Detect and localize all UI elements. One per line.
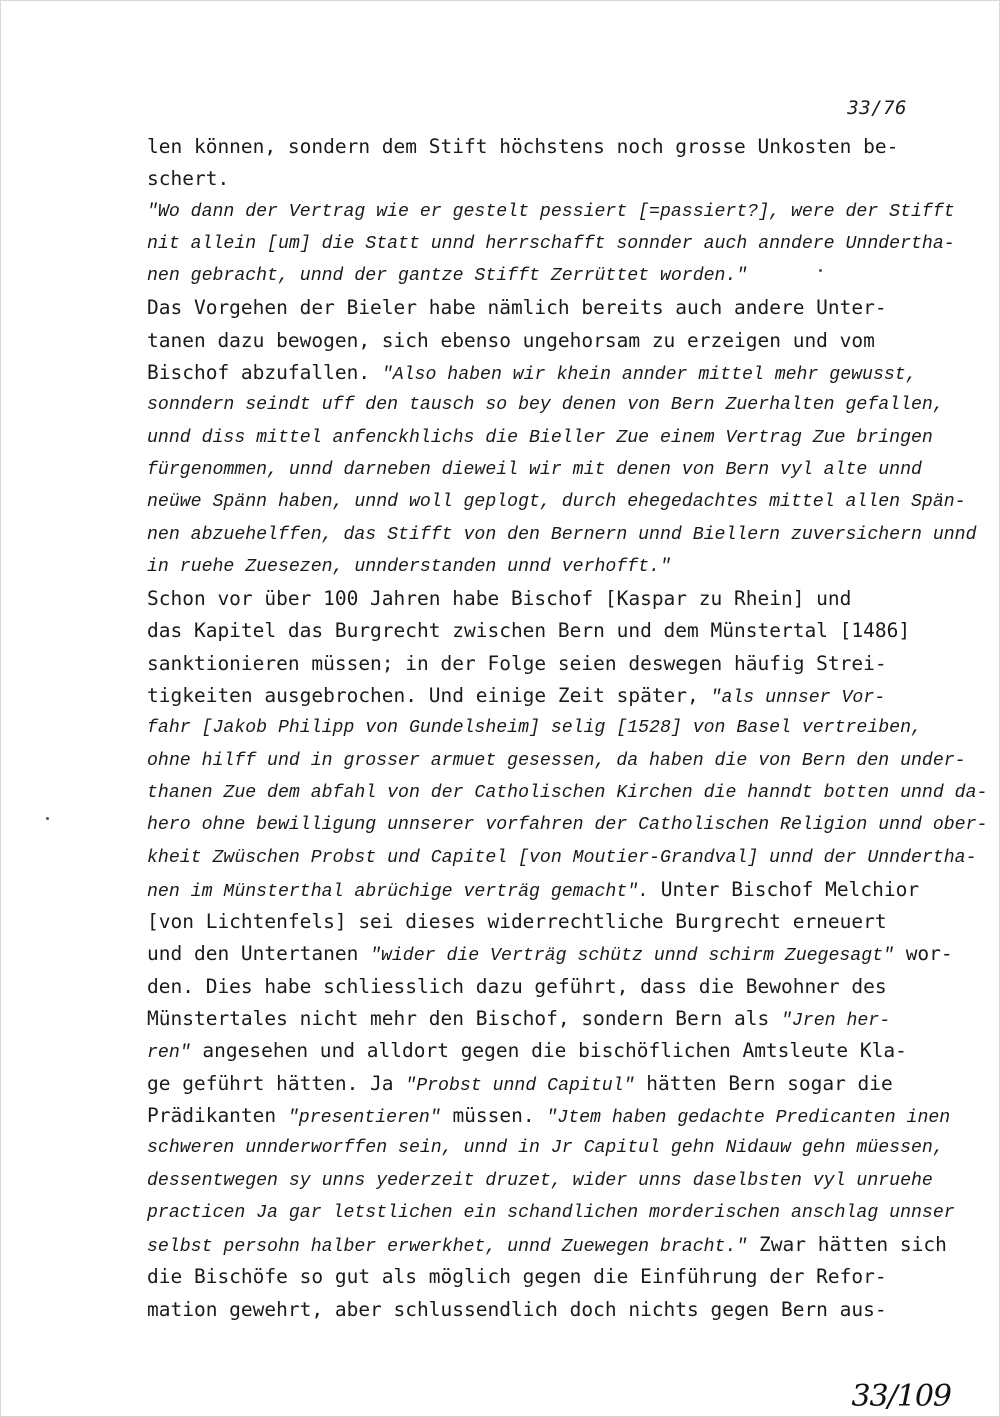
text-segment: sanktionieren müssen; in der Folge seien deswegen häufig Strei- <box>147 651 887 675</box>
text-line <box>147 745 966 777</box>
page-number: 33/76 <box>847 97 907 119</box>
text-line <box>147 260 927 292</box>
quotation-segment: "Jren her- <box>780 1011 891 1032</box>
quotation-segment: "Probst unnd Capitul" <box>405 1075 635 1096</box>
quotation-segment: kheit Zwüschen Probst und Capitel [von Moutier-Grandval] unnd der Unndertha- <box>147 847 977 868</box>
quotation-segment: fahr [Jakob Philipp von Gundelsheim] selig [1528] von Basel vertreiben, <box>147 718 922 739</box>
text-segment: Schon vor über 100 Jahren habe Bischof [Kaspar zu Rhein] und <box>147 587 852 611</box>
text-line <box>147 325 927 357</box>
body-text <box>147 131 988 1326</box>
text-line <box>147 551 927 583</box>
text-segment: mation gewehrt, aber schlussendlich doch nichts gegen Bern aus- <box>147 1297 887 1321</box>
text-line <box>147 422 933 454</box>
quotation-segment: "als unnser Vor- <box>710 688 886 709</box>
quotation-segment: ren" <box>147 1043 191 1064</box>
text-line <box>147 1165 933 1197</box>
text-line <box>147 648 927 680</box>
handwritten-folio-number: 33/109 <box>851 1379 951 1414</box>
text-line <box>147 292 927 324</box>
quotation-segment: schweren unnderworffen sein, unnd in Jr Capitul gehn Nidauw gehn müessen, <box>147 1138 944 1159</box>
text-segment: [von Lichtenfels] sei dieses widerrechtliche Burgrecht erneuert <box>147 910 887 934</box>
text-segment: hätten Bern sogar die <box>634 1071 893 1095</box>
text-segment: Prädikanten <box>147 1103 288 1127</box>
text-segment: das Kapitel das Burgrecht zwischen Bern und dem Münstertal [1486] <box>147 619 911 643</box>
text-line <box>147 519 977 551</box>
text-line <box>147 712 927 744</box>
quotation-segment: thanen Zue dem abfahl von der Catholischen Kirchen die hanndt botten unnd da- <box>147 782 988 803</box>
text-line <box>147 971 927 1003</box>
text-line <box>147 615 927 647</box>
text-line <box>147 228 955 260</box>
quotation-segment: neüwe Spänn haben, unnd woll geplogt, durch ehegedachtes mittel allen Spän- <box>147 492 966 513</box>
text-line <box>147 1294 927 1326</box>
text-line <box>147 486 966 518</box>
text-line <box>147 938 953 970</box>
quotation-segment: nit allein [um] die Statt unnd herrschafft sonnder auch anndere Unndertha- <box>147 233 955 254</box>
text-line <box>147 777 988 809</box>
text-segment: und den Untertanen <box>147 942 371 966</box>
text-segment: ge geführt hätten. Ja <box>147 1071 406 1095</box>
text-line <box>147 1261 927 1293</box>
text-line <box>147 842 977 874</box>
quotation-segment: nen gebracht, unnd der gantze Stifft Zerrüttet worden." <box>147 266 748 287</box>
text-segment: schert. <box>147 167 230 191</box>
quotation-segment: "Jtem haben gedachte Predicanten inen <box>546 1107 951 1128</box>
text-line <box>147 389 944 421</box>
quotation-segment: "wider die Verträg schütz unnd schirm Zuegesagt" <box>370 946 894 967</box>
quotation-segment: "Also haben wir khein annder mittel mehr gewusst, <box>381 365 917 386</box>
text-segment: wor- <box>893 942 953 966</box>
text-line <box>147 131 927 163</box>
quotation-segment: nen im Münsterthal abrüchige verträg gemacht". <box>147 881 650 902</box>
scan-speck <box>819 269 822 272</box>
text-line <box>147 1003 927 1035</box>
text-segment: Münstertales nicht mehr den Bischof, sondern Bern als <box>147 1007 781 1031</box>
text-line <box>147 1229 947 1261</box>
quotation-segment: sonndern seindt uff den tausch so bey denen von Bern Zuerhalten gefallen, <box>147 395 944 416</box>
quotation-segment: selbst persohn halber erwerkhet, unnd Zuewegen bracht." <box>147 1237 748 1258</box>
text-line <box>147 583 927 615</box>
quotation-segment: ohne hilff und in grosser armuet gesessen, da haben die von Bern den under- <box>147 750 966 771</box>
text-segment: tigkeiten ausgebrochen. Und einige Zeit später, <box>147 684 711 708</box>
text-line <box>147 906 927 938</box>
text-segment: den. Dies habe schliesslich dazu geführt, dass die Bewohner des <box>147 974 887 998</box>
text-segment: Zwar hätten sich <box>747 1233 947 1257</box>
text-line <box>147 357 927 389</box>
text-segment: tanen dazu bewogen, sich ebenso ungehorsam zu erzeigen und vom <box>147 328 875 352</box>
text-segment: angesehen und alldort gegen die bischöflichen Amtsleute Kla- <box>190 1039 907 1063</box>
quotation-segment: "Wo dann der Vertrag wie er gestelt pessiert [=passiert?], were der Stifft <box>147 201 955 222</box>
quotation-segment: unnd diss mittel anfenckhlichs die Bieller Zue einem Vertrag Zue bringen <box>147 427 933 448</box>
text-segment: Das Vorgehen der Bieler habe nämlich bereits auch andere Unter- <box>147 296 887 320</box>
text-line <box>147 874 927 906</box>
quotation-segment: dessentwegen sy unns yederzeit druzet, wider unns daselbsten vyl unruehe <box>147 1170 933 1191</box>
text-segment: die Bischöfe so gut als möglich gegen die Einführung der Refor- <box>147 1265 887 1289</box>
text-line <box>147 1035 927 1067</box>
text-line <box>147 1132 944 1164</box>
scan-speck <box>46 817 49 820</box>
quotation-segment: practicen Ja gar letstlichen ein schandlichen morderischen anschlag unnser <box>147 1202 955 1223</box>
quotation-segment: "presentieren" <box>287 1107 441 1128</box>
quotation-segment: hero ohne bewilligung unnserer vorfahren der Catholischen Religion unnd ober- <box>147 815 988 836</box>
text-line <box>147 454 927 486</box>
text-segment: Unter Bischof Melchior <box>649 877 920 901</box>
text-line <box>147 680 927 712</box>
quotation-segment: nen abzuehelffen, das Stifft von den Bernern unnd Biellern zuversichern unnd <box>147 524 977 545</box>
text-segment: len können, sondern dem Stift höchstens noch grosse Unkosten be- <box>147 135 899 158</box>
text-line <box>147 1197 955 1229</box>
text-line <box>147 1100 951 1132</box>
text-line <box>147 809 988 841</box>
text-segment: müssen. <box>440 1103 547 1127</box>
quotation-segment: in ruehe Zuesezen, unnderstanden unnd verhofft." <box>147 556 671 577</box>
quotation-segment: fürgenommen, unnd darneben dieweil wir mit denen von Bern vyl alte unnd <box>147 459 922 480</box>
text-line <box>147 163 927 195</box>
text-line <box>147 196 955 228</box>
text-segment: Bischof abzufallen. <box>147 361 382 385</box>
text-line <box>147 1068 927 1100</box>
